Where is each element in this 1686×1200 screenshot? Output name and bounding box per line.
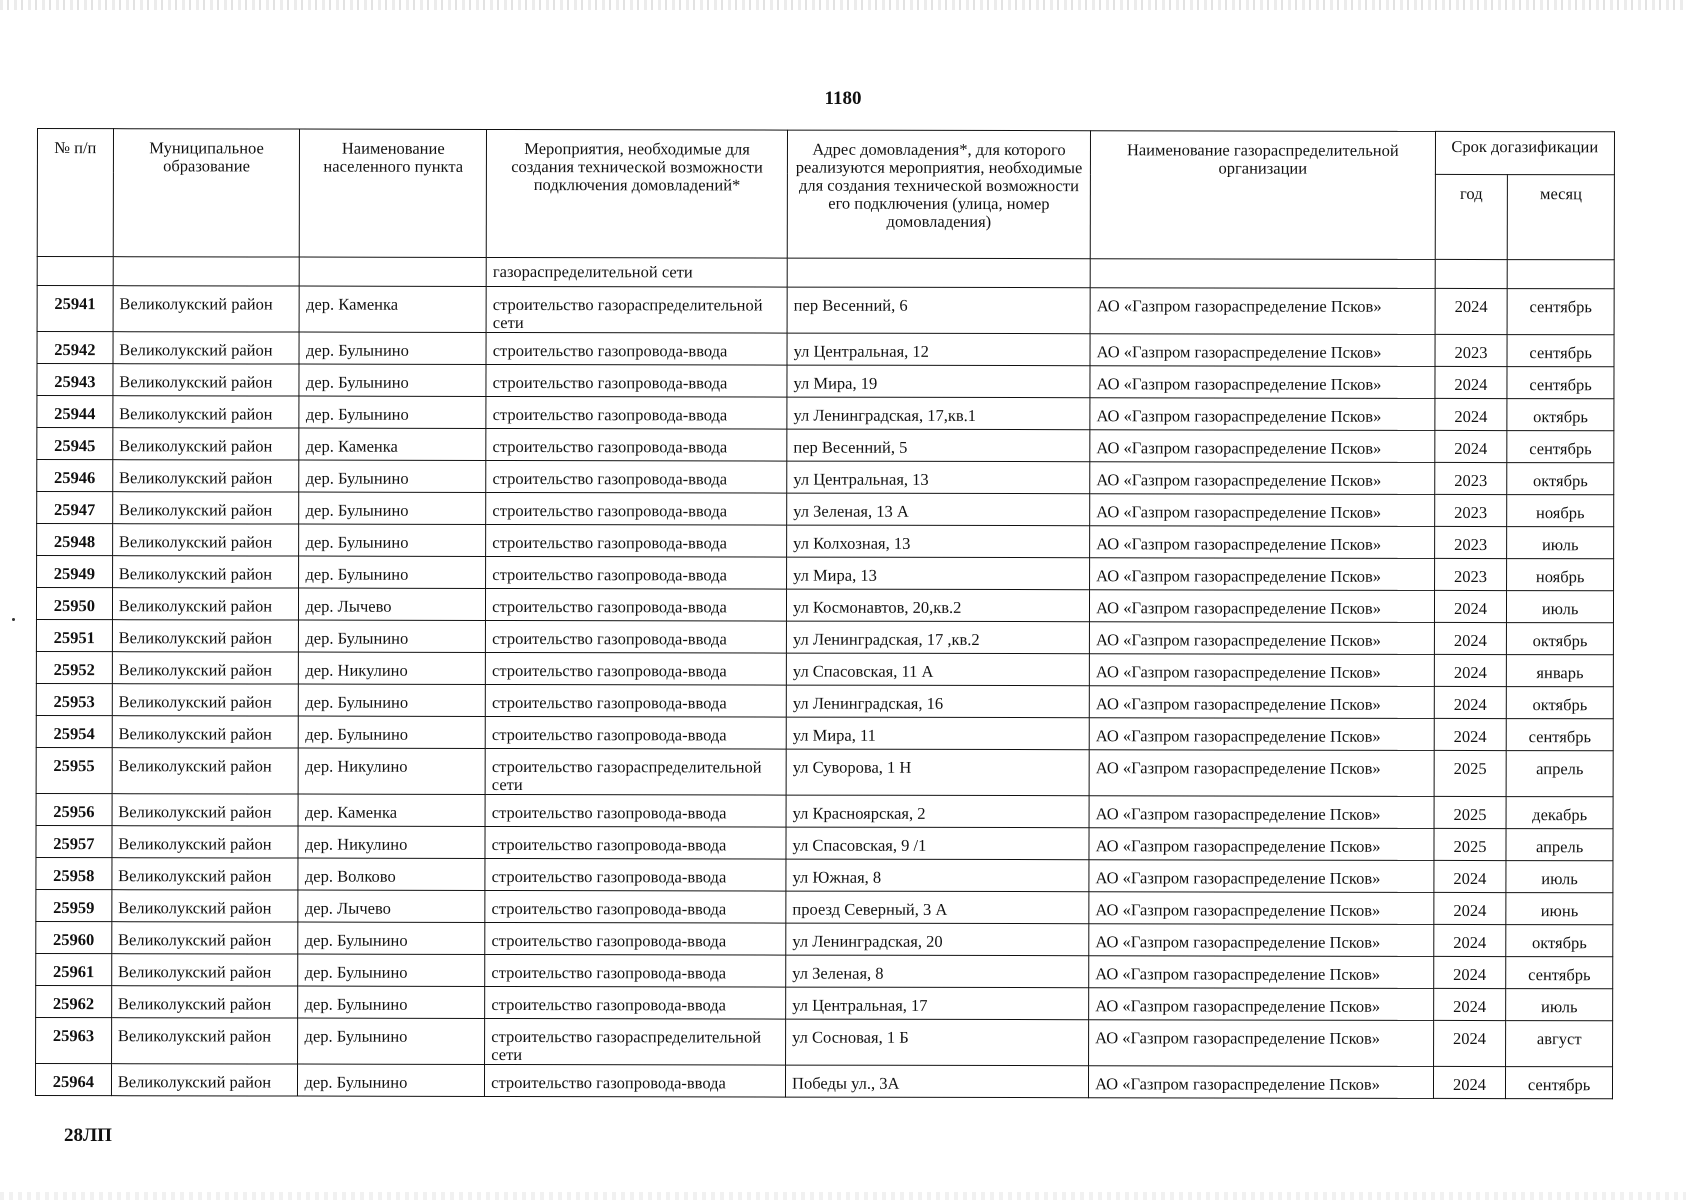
row-municipality: Великолукский район	[113, 428, 300, 460]
row-month: октябрь	[1507, 463, 1614, 495]
row-org: АО «Газпром газораспределение Псков»	[1090, 366, 1435, 399]
header-num: № п/п	[37, 129, 113, 257]
row-month: январь	[1507, 655, 1614, 687]
row-municipality: Великолукский район	[112, 524, 299, 556]
header-term: Срок догазификации	[1435, 131, 1614, 174]
row-month: июль	[1506, 989, 1613, 1021]
row-settlement: дер. Булынино	[299, 364, 486, 396]
row-org: АО «Газпром газораспределение Псков»	[1090, 590, 1435, 623]
row-month: апрель	[1506, 829, 1613, 861]
row-year: 2024	[1433, 1020, 1506, 1066]
row-municipality: Великолукский район	[112, 794, 299, 826]
row-settlement: дер. Волково	[298, 858, 485, 890]
row-municipality: Великолукский район	[112, 716, 299, 748]
row-year: 2024	[1433, 924, 1506, 956]
row-address: ул Зеленая, 8	[786, 955, 1089, 988]
row-month: октябрь	[1506, 925, 1613, 957]
row-number: 25955	[36, 747, 112, 793]
row-address: пер Весенний, 6	[787, 287, 1090, 334]
table-row	[37, 286, 1614, 335]
row-year: 2025	[1434, 828, 1507, 860]
row-settlement: дер. Лычево	[298, 890, 485, 922]
row-org: АО «Газпром газораспределение Псков»	[1090, 334, 1435, 367]
footer-code: 28ЛП	[64, 1125, 112, 1146]
table-row	[37, 396, 1614, 431]
header-municipality: Муниципальное образование	[113, 129, 300, 257]
row-month: июль	[1506, 861, 1613, 893]
row-month: июль	[1507, 591, 1614, 623]
row-org: АО «Газпром газораспределение Псков»	[1090, 430, 1435, 463]
cont-cell	[1090, 259, 1435, 289]
row-measure: строительство газопровода-ввода	[485, 986, 786, 1019]
row-settlement: дер. Булынино	[299, 396, 486, 428]
row-number: 25952	[36, 651, 112, 683]
row-org: АО «Газпром газораспределение Псков»	[1090, 558, 1435, 591]
row-municipality: Великолукский район	[112, 826, 299, 858]
row-municipality: Великолукский район	[112, 890, 299, 922]
row-month: сентябрь	[1506, 957, 1613, 989]
row-org: АО «Газпром газораспределение Псков»	[1090, 288, 1435, 335]
row-municipality: Великолукский район	[112, 922, 299, 954]
row-year: 2025	[1434, 750, 1507, 796]
row-month: июнь	[1506, 893, 1613, 925]
table-row	[37, 428, 1614, 463]
row-year: 2024	[1434, 718, 1507, 750]
row-month: октябрь	[1507, 623, 1614, 655]
row-year: 2024	[1433, 1066, 1506, 1098]
row-number: 25959	[36, 889, 112, 921]
row-number: 25948	[37, 524, 113, 556]
table-row	[37, 332, 1614, 367]
row-year: 2024	[1433, 988, 1506, 1020]
row-number: 25946	[37, 460, 113, 492]
row-org: АО «Газпром газораспределение Псков»	[1089, 1066, 1434, 1099]
table-row	[37, 492, 1614, 527]
row-measure: строительство газопровода-ввода	[485, 922, 786, 955]
row-address: ул Мира, 13	[787, 557, 1090, 590]
row-address: ул Южная, 8	[786, 859, 1089, 892]
row-org: АО «Газпром газораспределение Псков»	[1089, 956, 1434, 989]
row-municipality: Великолукский район	[112, 492, 299, 524]
row-year: 2024	[1434, 892, 1507, 924]
table-row	[37, 524, 1614, 559]
row-settlement: дер. Булынино	[298, 1018, 485, 1064]
row-year: 2024	[1434, 686, 1507, 718]
row-settlement: дер. Булынино	[299, 716, 486, 748]
row-measure: строительство газопровода-ввода	[485, 826, 786, 859]
row-settlement: дер. Булынино	[299, 684, 486, 716]
row-month: сентябрь	[1506, 719, 1613, 751]
row-month: сентябрь	[1506, 1067, 1613, 1099]
row-year: 2025	[1434, 796, 1507, 828]
row-municipality: Великолукский район	[112, 858, 299, 890]
row-year: 2024	[1435, 398, 1508, 430]
row-month: апрель	[1506, 751, 1613, 797]
row-number: 25963	[36, 1017, 112, 1063]
row-settlement: дер. Каменка	[299, 794, 486, 826]
row-municipality: Великолукский район	[113, 286, 300, 332]
row-number: 25957	[36, 825, 112, 857]
row-month: сентябрь	[1507, 335, 1614, 367]
scan-edge-top	[0, 0, 1686, 10]
row-org: АО «Газпром газораспределение Псков»	[1090, 398, 1435, 431]
table-body	[35, 257, 1614, 1099]
table-row	[37, 364, 1614, 399]
row-measure: строительство газопровода-ввода	[486, 620, 787, 653]
row-number: 25962	[36, 985, 112, 1017]
row-measure: строительство газопровода-ввода	[486, 364, 787, 397]
row-number: 25947	[37, 492, 113, 524]
table-row	[36, 793, 1613, 828]
row-measure: строительство газораспределительной сети	[486, 286, 787, 333]
header-measures: Мероприятия, необходимые для создания технической возможности подключения домовладений*	[486, 129, 787, 258]
continuation-text: газораспределительной сети	[486, 257, 787, 287]
row-org: АО «Газпром газораспределение Псков»	[1089, 924, 1434, 957]
row-year: 2024	[1435, 366, 1508, 398]
header-settlement: Наименование населенного пункта	[300, 129, 487, 257]
row-org: АО «Газпром газораспределение Псков»	[1090, 494, 1435, 527]
row-address: ул Ленинградская, 17,кв.1	[787, 397, 1090, 430]
row-settlement: дер. Никулино	[298, 826, 485, 858]
row-measure: строительство газопровода-ввода	[486, 492, 787, 525]
row-measure: строительство газопровода-ввода	[486, 460, 787, 493]
row-measure: строительство газопровода-ввода	[485, 858, 786, 891]
header-year: год	[1435, 174, 1508, 259]
row-number: 25961	[36, 953, 112, 985]
row-municipality: Великолукский район	[112, 460, 299, 492]
row-address: ул Космонавтов, 20,кв.2	[787, 589, 1090, 622]
row-address: ул Мира, 19	[787, 365, 1090, 398]
row-settlement: дер. Булынино	[299, 620, 486, 652]
table-header	[37, 129, 1614, 260]
row-org: АО «Газпром газораспределение Псков»	[1089, 860, 1434, 893]
margin-mark	[12, 618, 15, 621]
table-row	[36, 889, 1613, 924]
gasification-table	[35, 128, 1615, 1099]
row-address: ул Спасовская, 11 А	[786, 653, 1089, 686]
row-year: 2024	[1435, 288, 1508, 334]
row-org: АО «Газпром газораспределение Псков»	[1090, 462, 1435, 495]
table-row	[36, 747, 1613, 796]
row-municipality: Великолукский район	[113, 396, 300, 428]
row-number: 25956	[36, 793, 112, 825]
table-row	[36, 985, 1613, 1020]
row-settlement: дер. Булынино	[299, 524, 486, 556]
row-month: ноябрь	[1507, 495, 1614, 527]
row-settlement: дер. Булынино	[298, 954, 485, 986]
row-address: пер Весенний, 5	[787, 429, 1090, 462]
row-settlement: дер. Каменка	[300, 286, 487, 332]
row-measure: строительство газопровода-ввода	[486, 556, 787, 589]
row-year: 2024	[1434, 590, 1507, 622]
row-year: 2023	[1434, 526, 1507, 558]
row-municipality: Великолукский район	[111, 1064, 298, 1096]
row-year: 2023	[1435, 334, 1508, 366]
row-year: 2023	[1434, 558, 1507, 590]
page-number: 1180	[824, 88, 862, 109]
row-month: сентябрь	[1507, 367, 1614, 399]
row-measure: строительство газопровода-ввода	[485, 684, 786, 717]
table-row	[36, 953, 1613, 988]
row-measure: строительство газопровода-ввода	[485, 954, 786, 987]
row-org: АО «Газпром газораспределение Псков»	[1089, 828, 1434, 861]
row-org: АО «Газпром газораспределение Псков»	[1089, 1020, 1434, 1067]
row-number: 25941	[37, 286, 113, 332]
row-measure: строительство газопровода-ввода	[486, 652, 787, 685]
row-address: ул Ленинградская, 17 ,кв.2	[786, 621, 1089, 654]
row-number: 25949	[37, 556, 113, 588]
row-number: 25944	[37, 396, 113, 428]
row-org: АО «Газпром газораспределение Псков»	[1089, 796, 1434, 829]
row-address: ул Спасовская, 9 /1	[786, 827, 1089, 860]
table-row	[36, 619, 1613, 654]
row-municipality: Великолукский район	[113, 364, 300, 396]
row-year: 2023	[1434, 494, 1507, 526]
table-row	[36, 1017, 1613, 1066]
cont-cell	[1507, 260, 1614, 289]
row-org: АО «Газпром газораспределение Псков»	[1089, 622, 1434, 655]
row-number: 25951	[36, 619, 112, 651]
row-settlement: дер. Булынино	[299, 332, 486, 364]
row-address: ул Центральная, 12	[787, 333, 1090, 366]
row-address: ул Ленинградская, 20	[786, 923, 1089, 956]
row-settlement: дер. Лычево	[299, 588, 486, 620]
row-municipality: Великолукский район	[112, 588, 299, 620]
row-municipality: Великолукский район	[112, 620, 299, 652]
row-measure: строительство газопровода-ввода	[485, 794, 786, 827]
row-municipality: Великолукский район	[112, 652, 299, 684]
table-row	[36, 857, 1613, 892]
row-measure: строительство газопровода-ввода	[485, 890, 786, 923]
row-address: ул Центральная, 13	[787, 461, 1090, 494]
table-row	[37, 460, 1614, 495]
cont-cell	[787, 258, 1090, 288]
row-org: АО «Газпром газораспределение Псков»	[1089, 988, 1434, 1021]
row-number: 25954	[36, 715, 112, 747]
row-month: сентябрь	[1507, 431, 1614, 463]
row-month: октябрь	[1507, 687, 1614, 719]
row-number: 25960	[36, 921, 112, 953]
row-month: ноябрь	[1507, 559, 1614, 591]
row-org: АО «Газпром газораспределение Псков»	[1089, 686, 1434, 719]
table-row	[36, 921, 1613, 956]
cont-cell	[37, 257, 113, 286]
row-number: 25964	[35, 1063, 111, 1095]
row-municipality: Великолукский район	[111, 1018, 298, 1064]
row-address: ул Красноярская, 2	[786, 795, 1089, 828]
row-year: 2024	[1434, 654, 1507, 686]
row-month: сентябрь	[1507, 289, 1614, 335]
row-settlement: дер. Булынино	[298, 986, 485, 1018]
row-number: 25950	[36, 588, 112, 620]
row-address: ул Центральная, 17	[786, 987, 1089, 1020]
cont-cell	[300, 257, 487, 286]
header-org: Наименование газораспределительной организации	[1090, 131, 1435, 260]
row-measure: строительство газопровода-ввода	[486, 332, 787, 365]
row-org: АО «Газпром газораспределение Псков»	[1089, 750, 1434, 797]
row-month: июль	[1507, 527, 1614, 559]
header-address: Адрес домовладения*, для которого реализуются мероприятия, необходимые для создания технической возможности его подключения (улица, номер домовладения)	[787, 130, 1090, 259]
row-number: 25953	[36, 683, 112, 715]
row-org: АО «Газпром газораспределение Псков»	[1089, 654, 1434, 687]
row-address: ул Колхозная, 13	[787, 525, 1090, 558]
row-settlement: дер. Никулино	[299, 652, 486, 684]
row-address: проезд Северный, 3 А	[786, 891, 1089, 924]
cont-cell	[113, 257, 300, 286]
row-org: АО «Газпром газораспределение Псков»	[1090, 526, 1435, 559]
row-year: 2024	[1434, 622, 1507, 654]
row-address: ул Зеленая, 13 А	[787, 493, 1090, 526]
row-month: октябрь	[1507, 399, 1614, 431]
row-org: АО «Газпром газораспределение Псков»	[1089, 718, 1434, 751]
row-address: ул Мира, 11	[786, 717, 1089, 750]
row-measure: строительство газопровода-ввода	[485, 1064, 786, 1097]
table-row	[35, 1063, 1612, 1098]
row-settlement: дер. Никулино	[299, 748, 486, 794]
row-number: 25942	[37, 332, 113, 364]
row-measure: строительство газораспределительной сети	[485, 748, 786, 795]
row-settlement: дер. Булынино	[298, 1064, 485, 1096]
row-municipality: Великолукский район	[112, 556, 299, 588]
row-number: 25958	[36, 857, 112, 889]
row-municipality: Великолукский район	[111, 954, 298, 986]
row-measure: строительство газопровода-ввода	[486, 428, 787, 461]
row-month: декабрь	[1506, 797, 1613, 829]
row-settlement: дер. Булынино	[299, 556, 486, 588]
row-settlement: дер. Булынино	[299, 492, 486, 524]
row-municipality: Великолукский район	[113, 332, 300, 364]
cont-cell	[1435, 259, 1508, 288]
row-measure: строительство газопровода-ввода	[486, 524, 787, 557]
row-settlement: дер. Каменка	[299, 428, 486, 460]
row-address: ул Сосновая, 1 Б	[786, 1019, 1089, 1066]
row-municipality: Великолукский район	[112, 684, 299, 716]
row-measure: строительство газораспределительной сети	[485, 1018, 786, 1065]
row-org: АО «Газпром газораспределение Псков»	[1089, 892, 1434, 925]
row-municipality: Великолукский район	[111, 986, 298, 1018]
row-year: 2024	[1434, 860, 1507, 892]
row-measure: строительство газопровода-ввода	[486, 396, 787, 429]
table-row	[36, 715, 1613, 750]
row-address: ул Ленинградская, 16	[786, 685, 1089, 718]
row-month: август	[1506, 1021, 1613, 1067]
row-year: 2023	[1434, 462, 1507, 494]
row-address: Победы ул., 3А	[786, 1065, 1089, 1098]
table-row	[36, 588, 1613, 623]
scan-edge-bottom	[0, 1192, 1686, 1200]
row-municipality: Великолукский район	[112, 748, 299, 794]
row-number: 25945	[37, 428, 113, 460]
continuation-row	[37, 257, 1614, 289]
row-year: 2024	[1435, 430, 1508, 462]
row-year: 2024	[1433, 956, 1506, 988]
table-row	[36, 825, 1613, 860]
table-row	[36, 651, 1613, 686]
header-month: месяц	[1507, 175, 1614, 260]
row-settlement: дер. Булынино	[299, 460, 486, 492]
table-row	[37, 556, 1614, 591]
row-address: ул Суворова, 1 Н	[786, 749, 1089, 796]
row-settlement: дер. Булынино	[298, 922, 485, 954]
row-measure: строительство газопровода-ввода	[486, 588, 787, 621]
row-measure: строительство газопровода-ввода	[485, 716, 786, 749]
table-row	[36, 683, 1613, 718]
row-number: 25943	[37, 364, 113, 396]
